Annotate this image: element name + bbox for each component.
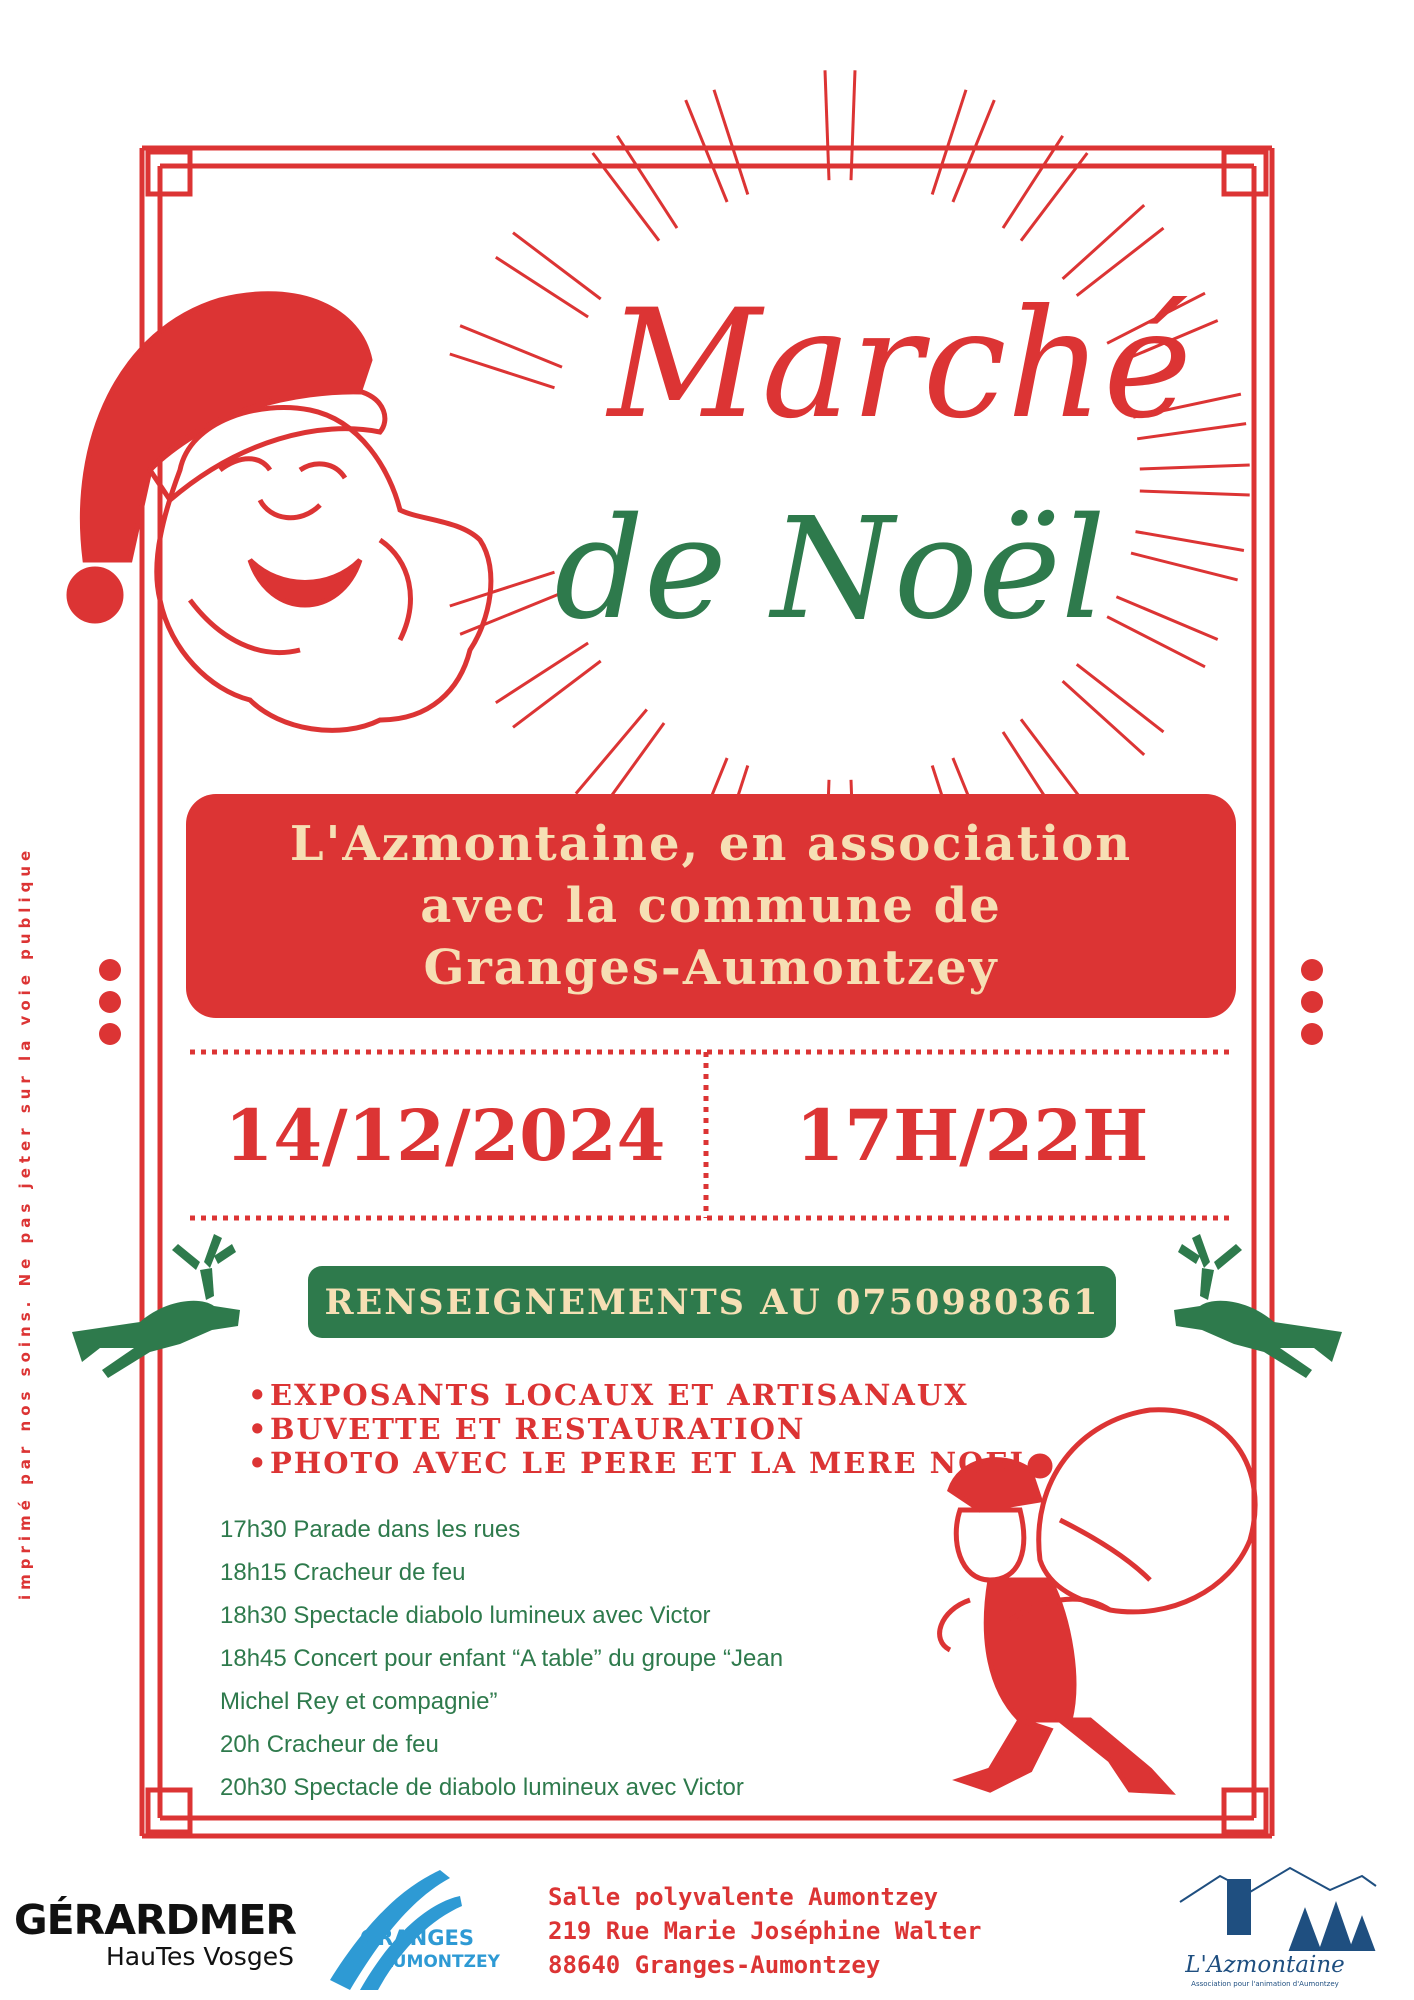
title-de-noel: de Noël [554,488,1106,651]
schedule-item: 18h15 Cracheur de feu [220,1559,466,1586]
sunburst-ray [576,710,647,794]
frame-corner-tl [148,152,190,194]
event-hours: 17H/22H [795,1094,1149,1177]
venue-city: 88640 Granges-Aumontzey [548,1951,881,1979]
gerardmer-logo-sub: HauTes VosgeS [106,1942,294,1971]
reindeer-icon [72,1234,240,1378]
granges-logo [320,1890,530,1990]
bullet-icon: • [248,1446,269,1480]
frame-corner-bl [148,1790,190,1832]
azmontaine-logo-name: L'Azmontaine [1185,1952,1345,1978]
sunburst-ray [1063,205,1145,279]
venue-address [548,1880,981,1982]
highlights-list [248,1378,1032,1480]
schedule-item: 18h30 Spectacle diabolo lumineux avec Victor [220,1602,711,1629]
venue-street: 219 Rue Marie Joséphine Walter [548,1917,982,1945]
title-marche: Marché [607,278,1193,452]
granges-logo-name: GRANGES [360,1926,474,1950]
organizer-line: L'Azmontaine, en association [289,816,1133,872]
sunburst-ray [1140,465,1250,469]
list-item: •PHOTO AVEC LE PERE ET LA MERE NOEL [248,1446,1032,1480]
bullet-icon: • [248,1412,269,1446]
list-item: •BUVETTE ET RESTAURATION [248,1412,806,1446]
schedule-item: 20h Cracheur de feu [220,1731,439,1758]
sunburst-ray [513,661,601,727]
sunburst-icon [450,70,1250,889]
frame-corner-tr [1224,152,1266,194]
schedule-item: 17h30 Parade dans les rues [220,1516,521,1543]
contact-phone: RENSEIGNEMENTS AU 0750980361 [324,1281,1100,1323]
event-date: 14/12/2024 [224,1094,666,1177]
granges-logo-sub: AUMONTZEY [380,1952,500,1972]
sunburst-ray [496,643,588,703]
azmontaine-logo [1170,1866,1400,1990]
side-dots-right [1301,959,1323,1045]
print-note: imprimé par nos soins. Ne pas jeter sur la voie publique [16,845,34,1600]
list-item: •EXPOSANTS LOCAUX ET ARTISANAUX [248,1378,969,1412]
bullet-icon: • [248,1378,269,1412]
schedule-list [220,1508,920,1809]
sunburst-ray [1077,664,1164,732]
venue-name: Salle polyvalente Aumontzey [548,1883,939,1911]
side-dots-left [99,959,121,1045]
santa-face-icon [69,294,491,731]
sunburst-ray [1063,681,1145,755]
gerardmer-logo [14,1898,314,1972]
azmontaine-logo-tagline: Association pour l'animation d'Aumontzey [1191,1980,1339,1988]
organizer-banner [186,794,1236,1018]
schedule-item: Michel Rey et compagnie” [220,1688,498,1715]
sunburst-ray [1140,491,1250,495]
organizer-line: Granges-Aumontzey [423,940,999,996]
gerardmer-logo-name: GÉRARDMER [14,1896,296,1944]
organizer-line: avec la commune de [420,878,1002,934]
contact-banner [308,1266,1116,1338]
reindeer-icon [1174,1234,1342,1378]
schedule-item: 18h45 Concert pour enfant “A table” du groupe “Jean [220,1645,784,1672]
schedule-item: 20h30 Spectacle de diabolo lumineux avec Victor [220,1774,744,1801]
frame-corner-br [1224,1790,1266,1832]
